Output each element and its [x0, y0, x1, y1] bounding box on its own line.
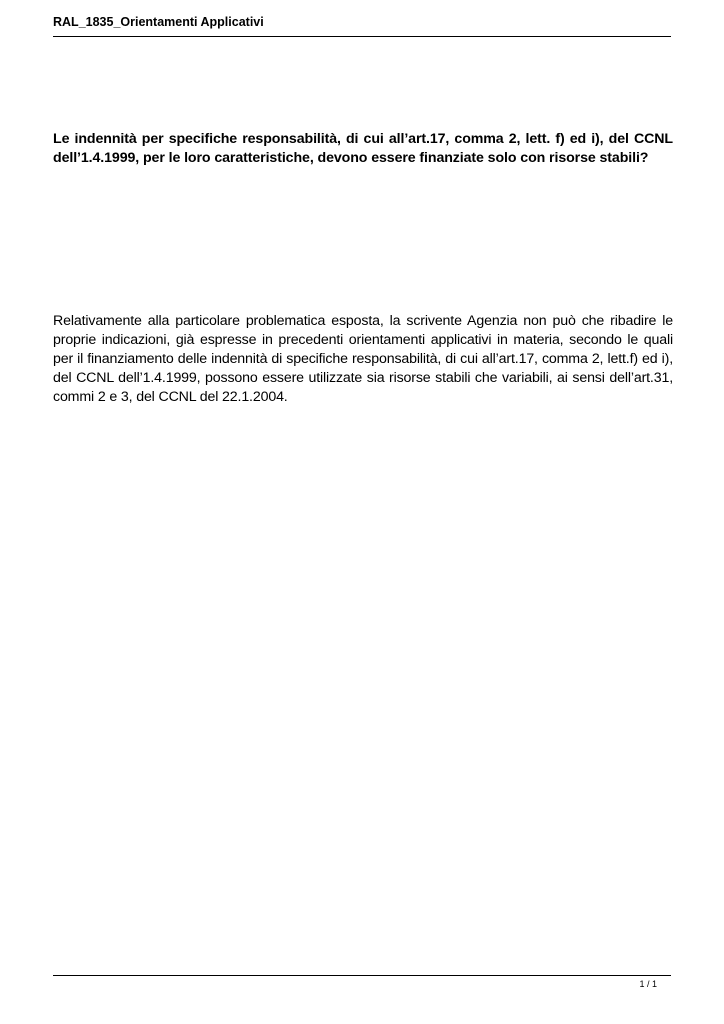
answer-text: Relativamente alla particolare problematica esposta, la scrivente Agenzia non può che ribadire le proprie indicazioni, già espresse in precedenti orientamenti applicativi in materia, secondo le quali per il finanziamento delle indennità di specifiche responsabilità, di cui all’art.17, comma 2, lett.f) ed i), del CCNL dell’1.4.1999, possono essere utilizzate sia risorse stabili che variabili, ai sensi dell’art.31, commi 2 e 3, del CCNL del 22.1.2004. [53, 313, 673, 405]
page-footer [53, 975, 671, 994]
question-text: Le indennità per specifiche responsabilità, di cui all’art.17, comma 2, lett. f) ed i), del CCNL dell’1.4.1999, per le loro caratteristiche, devono essere finanziate solo con risorse stabili? [53, 131, 673, 166]
header-title: RAL_1835_Orientamenti Applicativi [53, 15, 264, 29]
page-header [53, 12, 671, 37]
page-number: 1 / 1 [639, 979, 657, 989]
